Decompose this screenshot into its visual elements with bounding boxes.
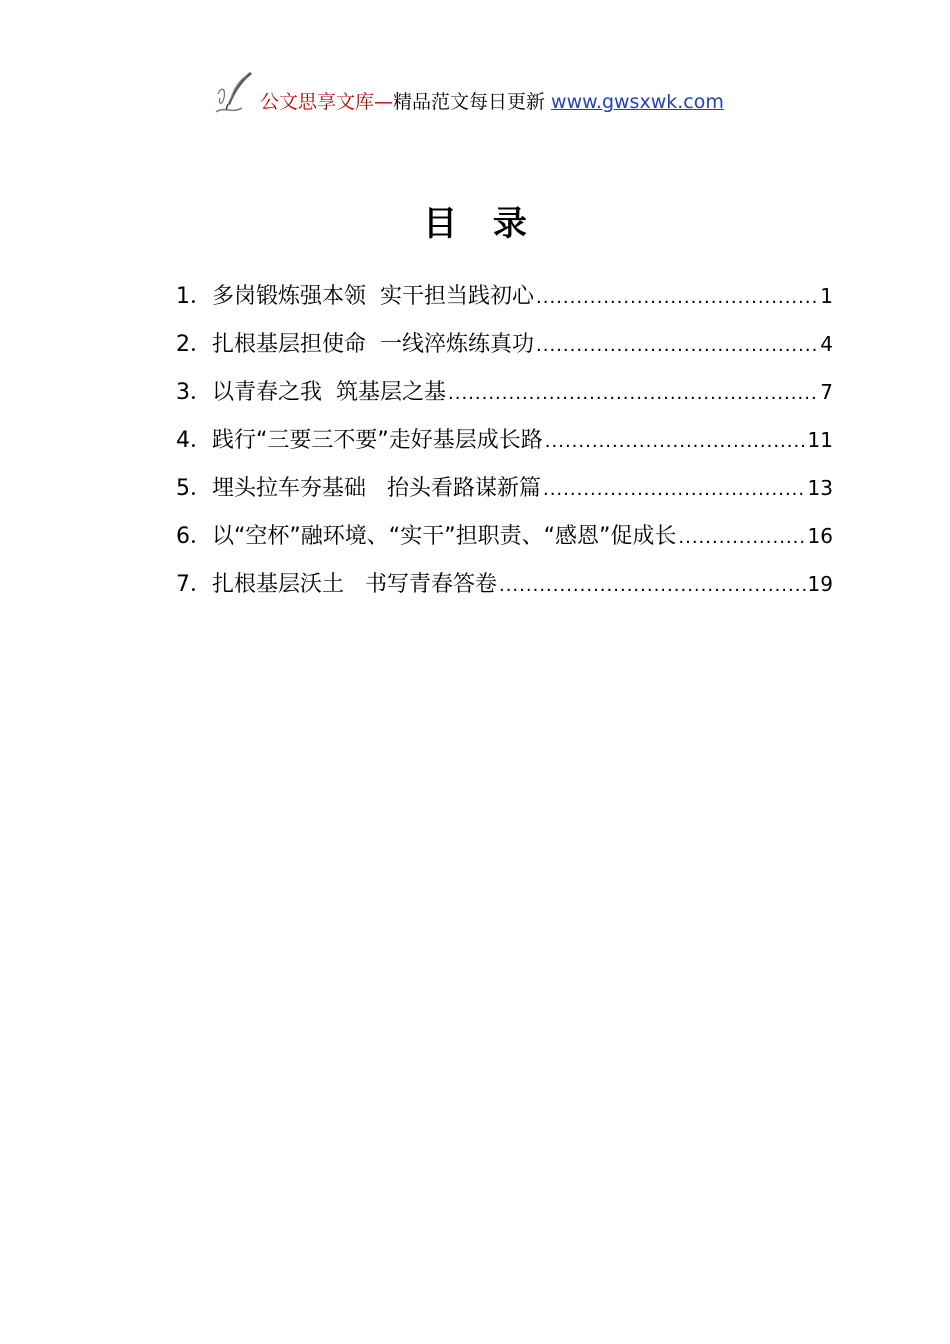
- toc-dot-leader: [499, 566, 806, 606]
- quill-pen-icon: [212, 70, 256, 116]
- toc-dot-leader: [545, 422, 806, 462]
- toc-entry-number: 4．: [176, 428, 212, 453]
- toc-entry-page: 16: [807, 524, 833, 548]
- toc-entry[interactable]: [176, 468, 833, 516]
- toc-entry-page: 19: [807, 572, 833, 596]
- toc-dot-leader: [536, 326, 818, 366]
- toc-entry-page: 1: [820, 284, 833, 308]
- toc-entry-number: 3．: [176, 380, 212, 405]
- toc-entry-number: 2．: [176, 332, 212, 357]
- website-link[interactable]: www.gwsxwk.com: [551, 91, 724, 113]
- toc-entry[interactable]: [176, 516, 833, 564]
- toc-entry-page: 4: [820, 332, 833, 356]
- table-of-contents: [176, 276, 833, 612]
- header-text: [260, 91, 724, 116]
- header-slogan: 精品范文每日更新: [393, 91, 546, 113]
- page-header: [212, 68, 724, 116]
- header-dash: —: [374, 91, 394, 113]
- toc-entry-title: 埋头拉车夯基础 抬头看路谋新篇: [212, 476, 541, 501]
- toc-entry[interactable]: [176, 372, 833, 420]
- toc-dot-leader: [536, 278, 818, 318]
- toc-entry-number: 5．: [176, 476, 212, 501]
- toc-entry[interactable]: [176, 420, 833, 468]
- toc-dot-leader: [448, 374, 818, 414]
- toc-dot-leader: [543, 470, 806, 510]
- toc-entry-title: 多岗锻炼强本领 实干担当践初心: [212, 284, 534, 309]
- brand-name: 公文思享文库: [260, 91, 375, 113]
- toc-entry-page: 13: [807, 476, 833, 500]
- page-title: 目 录: [423, 204, 539, 244]
- toc-entry-title: 践行“三要三不要”走好基层成长路: [212, 428, 543, 453]
- toc-entry-number: 1．: [176, 284, 212, 309]
- toc-entry-page: 11: [807, 428, 833, 452]
- toc-entry-number: 6．: [176, 524, 212, 549]
- toc-entry-page: 7: [820, 380, 833, 404]
- toc-entry-number: 7．: [176, 572, 212, 597]
- toc-entry-title: 扎根基层沃土 书写青春答卷: [212, 572, 497, 597]
- toc-entry-title: 以“空杯”融环境、“实干”担职责、“感恩”促成长: [212, 524, 677, 549]
- toc-dot-leader: [678, 518, 805, 558]
- toc-entry-title: 扎根基层担使命 一线淬炼练真功: [212, 332, 534, 357]
- toc-entry[interactable]: [176, 276, 833, 324]
- toc-entry[interactable]: [176, 324, 833, 372]
- toc-entry-title: 以青春之我 筑基层之基: [212, 380, 446, 405]
- toc-entry[interactable]: [176, 564, 833, 612]
